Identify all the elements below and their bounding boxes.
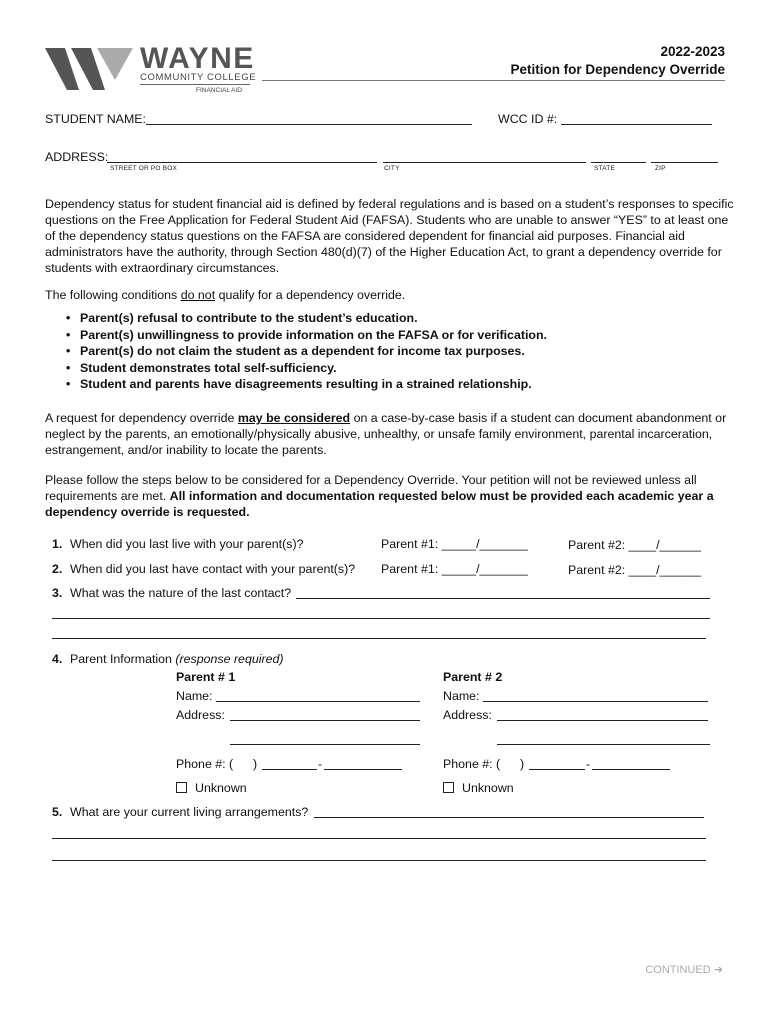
- q3-answer-line[interactable]: [296, 598, 710, 599]
- parent-1-name-field[interactable]: [216, 701, 420, 702]
- list-item: • Student and parents have disagreements resulting in a strained relationship.: [64, 376, 724, 393]
- parent-2-phone-prefix-field[interactable]: [529, 769, 585, 770]
- parent-2-phone-paren: ): [520, 757, 525, 771]
- wcc-id-field[interactable]: [561, 124, 712, 125]
- city-field[interactable]: [383, 162, 586, 163]
- street-field[interactable]: [107, 162, 377, 163]
- intro-paragraph: Dependency status for student financial aid is defined by federal regulations and is based on a student’s responses to specific questions on the Free Application for Federal Student Aid (FAFSA). Students who are unable to answer “YES” to at least one of the dependency status questions on the FAFSA are considered dependent for financial aid purposes. Financial aid administrators have the authority, through Section 480(d)(7) of the Higher Education Act, to grant a dependency override for students with extraordinary circumstances.: [45, 197, 734, 275]
- instructions-text: Please follow the steps below to be considered for a Dependency Override. Your petition will not be reviewed unless all requirements are met.: [45, 473, 697, 503]
- unknown-label: Unknown: [462, 781, 514, 795]
- instructions-paragraph: [45, 472, 735, 520]
- parent-1-phone-dash: -: [318, 757, 323, 771]
- student-name-label: STUDENT NAME:: [45, 112, 146, 126]
- q5-answer-line[interactable]: [52, 860, 706, 861]
- q2-parent1-date-field[interactable]: Parent #1: _____/_______: [381, 562, 528, 576]
- parent-2-name-label: Name:: [443, 689, 480, 703]
- conditions-intro-text: The following conditions: [45, 288, 181, 302]
- question-4-label: Parent Information: [70, 652, 172, 666]
- parent-2-address-line-2[interactable]: [497, 744, 710, 745]
- parent-2-unknown-option[interactable]: [443, 781, 514, 795]
- q2-parent2-date-field[interactable]: Parent #2: ____/______: [568, 563, 701, 577]
- parent-2-address-label: Address:: [443, 708, 492, 722]
- question-3-text: What was the nature of the last contact?: [70, 586, 292, 600]
- q3-answer-line[interactable]: [52, 638, 706, 639]
- conditions-intro: [45, 287, 735, 303]
- city-caption: CITY: [384, 165, 400, 172]
- state-field[interactable]: [591, 162, 646, 163]
- list-item: • Parent(s) do not claim the student as a dependent for income tax purposes.: [64, 343, 724, 360]
- parent-2-address-field[interactable]: [497, 720, 708, 721]
- question-3-number: 3.: [52, 586, 63, 600]
- question-4-note: (response required): [175, 652, 284, 666]
- question-1-text: When did you last live with your parent(s)?: [70, 537, 304, 551]
- parent-1-unknown-option[interactable]: [176, 781, 247, 795]
- parent-1-title: Parent # 1: [176, 670, 236, 684]
- street-caption: STREET OR PO BOX: [110, 165, 178, 172]
- logo-department: FINANCIAL AID: [196, 87, 242, 94]
- question-4-text: [70, 652, 284, 666]
- wcc-id-label: WCC ID #:: [498, 112, 558, 126]
- question-5-number: 5.: [52, 805, 63, 819]
- parent-1-address-line-2[interactable]: [230, 744, 420, 745]
- list-item: • Parent(s) unwillingness to provide information on the FAFSA or for verification.: [64, 327, 724, 344]
- continued-indicator: CONTINUED ➔: [645, 964, 723, 976]
- requirements-emphasis: All information and documentation requested below must be provided each academic year a dependency override is requested.: [45, 489, 714, 519]
- question-5-text: What are your current living arrangements?: [70, 805, 309, 819]
- logo-wordmark: WAYNE: [140, 42, 255, 75]
- zip-caption: ZIP: [655, 165, 666, 172]
- question-4-number: 4.: [52, 652, 63, 666]
- wayne-logo-mark-icon: [45, 46, 133, 92]
- logo-subtitle: COMMUNITY COLLEGE: [140, 72, 257, 83]
- parent-1-address-field[interactable]: [230, 720, 420, 721]
- student-name-field[interactable]: [146, 124, 472, 125]
- state-caption: STATE: [594, 165, 615, 172]
- parent-1-phone-paren: ): [253, 757, 258, 771]
- address-label: ADDRESS:: [45, 150, 109, 164]
- question-2-text: When did you last have contact with your parent(s)?: [70, 562, 356, 576]
- list-item: • Parent(s) refusal to contribute to the student’s education.: [64, 310, 724, 327]
- question-1-number: 1.: [52, 537, 63, 551]
- question-2-number: 2.: [52, 562, 63, 576]
- form-title: Petition for Dependency Override: [510, 62, 725, 77]
- q1-parent2-date-field[interactable]: Parent #2: ____/______: [568, 538, 701, 552]
- header-rule: [262, 80, 725, 81]
- q1-parent1-date-field[interactable]: Parent #1: _____/_______: [381, 537, 528, 551]
- parent-1-address-label: Address:: [176, 708, 225, 722]
- checkbox-icon[interactable]: [176, 782, 187, 793]
- parent-2-name-field[interactable]: [483, 701, 708, 702]
- logo-divider: [140, 84, 250, 85]
- parent-1-name-label: Name:: [176, 689, 213, 703]
- parent-2-phone-dash: -: [586, 757, 591, 771]
- consideration-paragraph: [45, 410, 735, 458]
- parent-2-phone-line-field[interactable]: [592, 769, 670, 770]
- consideration-text: A request for dependency override: [45, 411, 238, 425]
- parent-1-phone-prefix-field[interactable]: [262, 769, 317, 770]
- q5-answer-line[interactable]: [52, 838, 706, 839]
- may-be-considered-emphasis: may be considered: [237, 411, 351, 425]
- parent-1-phone-line-field[interactable]: [324, 769, 402, 770]
- do-not-emphasis: do not: [180, 288, 216, 302]
- zip-field[interactable]: [651, 162, 718, 163]
- consideration-tail: on a case-by-case basis if a student can document abandonment or neglect by the parents, an emotionally/physically abusive, unhealthy, or unsafe family environment, parental incarceration, estrangement, and/or inability to locate the parents.: [45, 411, 727, 457]
- parent-2-title: Parent # 2: [443, 670, 503, 684]
- q5-answer-line[interactable]: [314, 817, 704, 818]
- form-year: 2022-2023: [660, 44, 725, 59]
- parent-1-phone-label: Phone #: (: [176, 757, 234, 771]
- non-qualifying-conditions-list: [64, 310, 724, 393]
- q3-answer-line[interactable]: [52, 618, 710, 619]
- list-item: • Student demonstrates total self-sufficiency.: [64, 360, 724, 377]
- unknown-label: Unknown: [195, 781, 247, 795]
- parent-2-phone-label: Phone #: (: [443, 757, 501, 771]
- checkbox-icon[interactable]: [443, 782, 454, 793]
- conditions-intro-tail: qualify for a dependency override.: [215, 288, 406, 302]
